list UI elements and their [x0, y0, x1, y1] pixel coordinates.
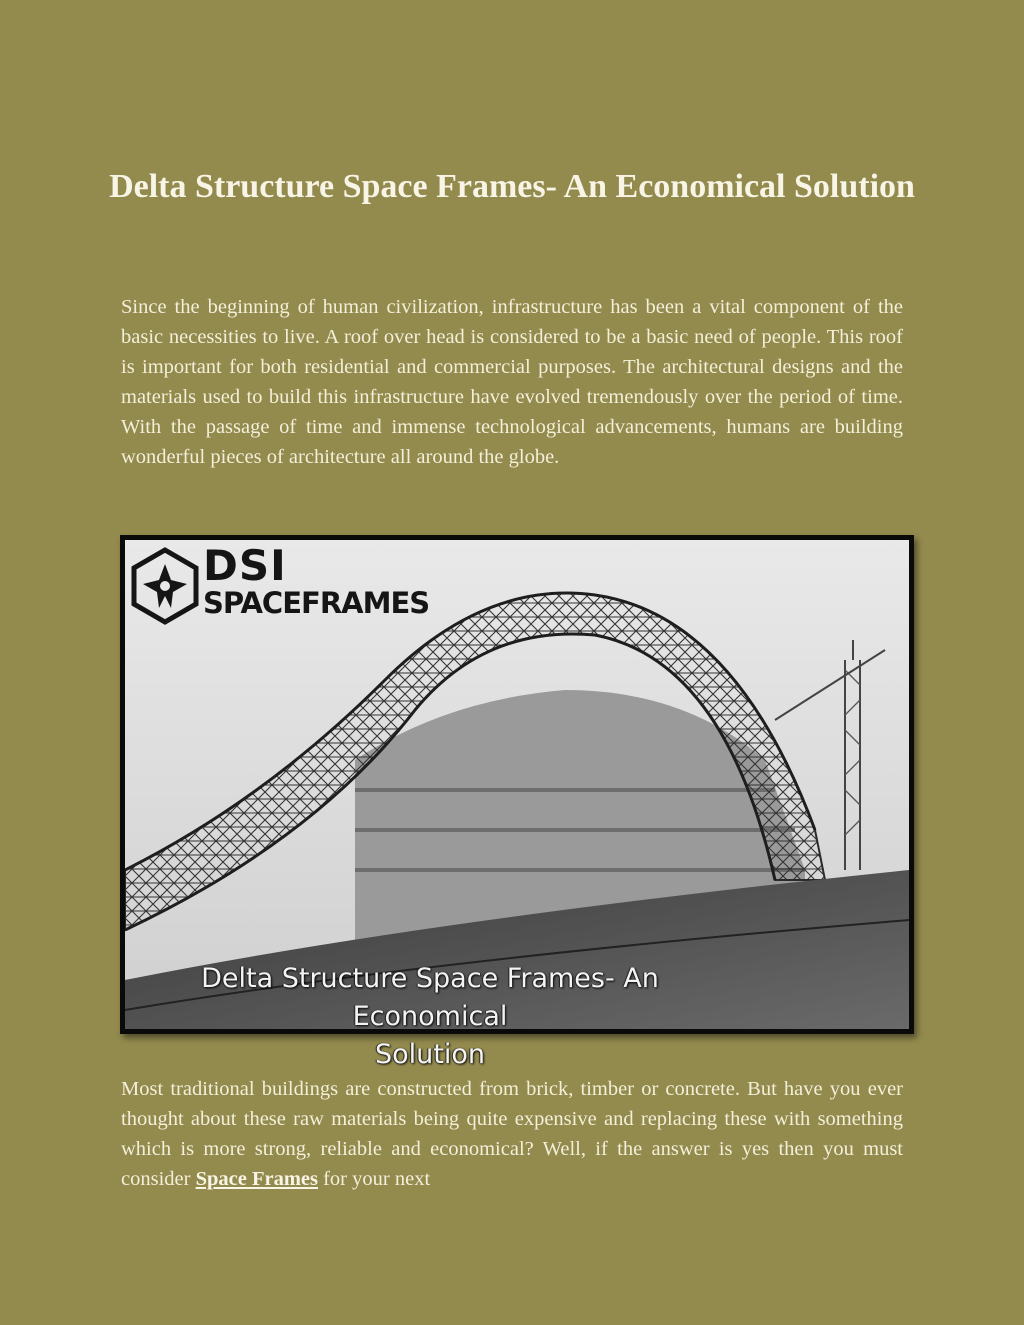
- image-caption: [130, 960, 730, 1074]
- paragraph-text: Most traditional buildings are constructed from brick, timber or concrete. But have you ever thought about these raw materials being quite expensive and replacing these with something which is more strong, reliable and economical? Well, if the answer is yes then you must consider: [121, 1078, 903, 1190]
- page-title: Delta Structure Space Frames- An Economical Solution: [109, 168, 915, 205]
- logo-wordmark-spaceframes: SPACEFRAMES: [203, 586, 430, 620]
- intro-paragraph: Since the beginning of human civilization, infrastructure has been a vital component of the basic necessities to live. A roof over head is considered to be a basic need of people. This roof is important for both residential and commercial purposes. The architectural designs and the materials used to build this infrastructure have evolved tremendously over the period of time. With the passage of time and immense technological advancements, humans are building wonderful pieces of architecture all around the globe.: [121, 296, 903, 468]
- caption-line-2: Solution: [375, 1039, 485, 1070]
- caption-line-1: Delta Structure Space Frames- An Economical: [201, 963, 659, 1032]
- logo-wordmark-dsi: DSI: [203, 541, 287, 590]
- body-paragraph: [121, 1074, 903, 1194]
- paragraph-text-continued: for your next: [317, 1168, 431, 1190]
- space-frames-link[interactable]: Space Frames: [195, 1168, 318, 1190]
